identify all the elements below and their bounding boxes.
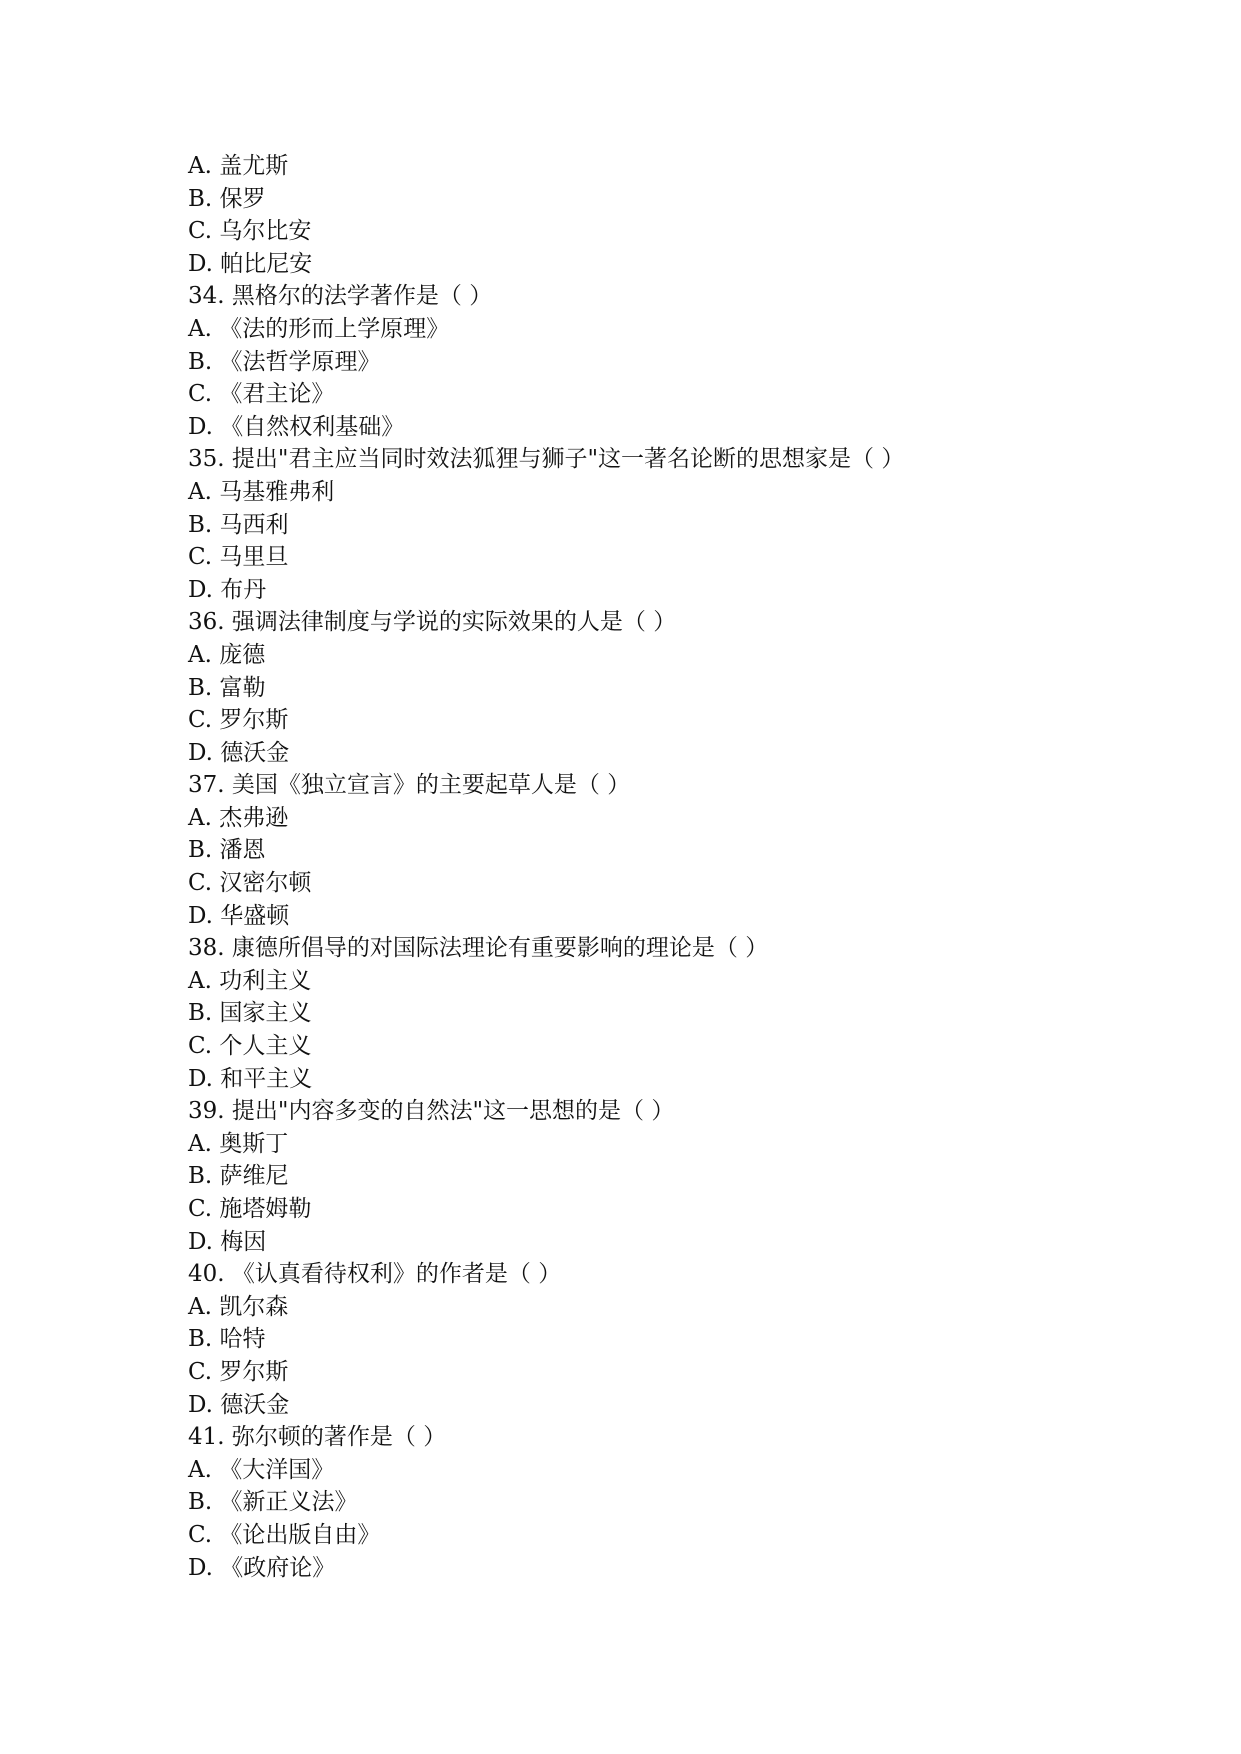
question-line: 37. 美国《独立宣言》的主要起草人是（ ） <box>188 772 631 799</box>
question-line: 35. 提出"君主应当同时效法狐狸与狮子"这一著名论断的思想家是（ ） <box>188 446 905 473</box>
option-line: C. 罗尔斯 <box>188 707 289 734</box>
option-line: D. 《自然权利基础》 <box>188 413 405 440</box>
option-line: C. 罗尔斯 <box>188 1358 289 1385</box>
option-line: A. 奥斯丁 <box>188 1130 289 1157</box>
option-line: A. 凯尔森 <box>188 1293 289 1320</box>
option-line: D. 梅因 <box>188 1228 267 1255</box>
option-line: C. 《论出版自由》 <box>188 1521 381 1548</box>
question-line: 39. 提出"内容多变的自然法"这一思想的是（ ） <box>188 1098 675 1125</box>
option-line: B. 国家主义 <box>188 1000 312 1027</box>
option-line: A. 庞德 <box>188 641 266 668</box>
option-line: A. 马基雅弗利 <box>188 478 335 505</box>
option-line: A. 杰弗逊 <box>188 804 289 831</box>
option-line: C. 施塔姆勒 <box>188 1196 312 1222</box>
question-line: 40. 《认真看待权利》的作者是（ ） <box>188 1261 562 1288</box>
option-line: C. 乌尔比安 <box>188 218 312 245</box>
option-line: B. 富勒 <box>188 674 266 701</box>
option-line: A. 《法的形而上学原理》 <box>188 315 450 342</box>
option-line: D. 和平主义 <box>188 1065 313 1092</box>
option-line: A. 盖尤斯 <box>188 153 289 179</box>
option-line: B. 萨维尼 <box>188 1163 289 1190</box>
question-line: 38. 康德所倡导的对国际法理论有重要影响的理论是（ ） <box>188 935 769 962</box>
option-line: D. 布丹 <box>188 576 267 603</box>
option-line: B. 潘恩 <box>188 837 266 864</box>
option-line: D. 德沃金 <box>188 739 290 766</box>
option-line: C. 个人主义 <box>188 1033 312 1060</box>
option-line: B. 《新正义法》 <box>188 1489 358 1516</box>
option-line: D. 《政府论》 <box>188 1554 336 1581</box>
option-line: C. 马里旦 <box>188 544 289 571</box>
question-line: 41. 弥尔顿的著作是（ ） <box>188 1424 447 1451</box>
option-line: C. 《君主论》 <box>188 381 335 408</box>
question-line: 34. 黑格尔的法学著作是（ ） <box>188 283 493 310</box>
option-line: B. 保罗 <box>188 185 266 212</box>
question-line: 36. 强调法律制度与学说的实际效果的人是（ ） <box>188 609 677 636</box>
option-line: D. 华盛顿 <box>188 902 290 929</box>
option-line: C. 汉密尔顿 <box>188 870 312 897</box>
option-line: D. 帕比尼安 <box>188 250 313 277</box>
option-line: A. 功利主义 <box>188 967 312 994</box>
option-line: D. 德沃金 <box>188 1391 290 1418</box>
option-line: B. 马西利 <box>188 511 289 538</box>
option-line: B. 哈特 <box>188 1326 266 1353</box>
question-list <box>188 150 1168 1584</box>
option-line: B. 《法哲学原理》 <box>188 348 381 375</box>
option-line: A. 《大洋国》 <box>188 1456 335 1483</box>
